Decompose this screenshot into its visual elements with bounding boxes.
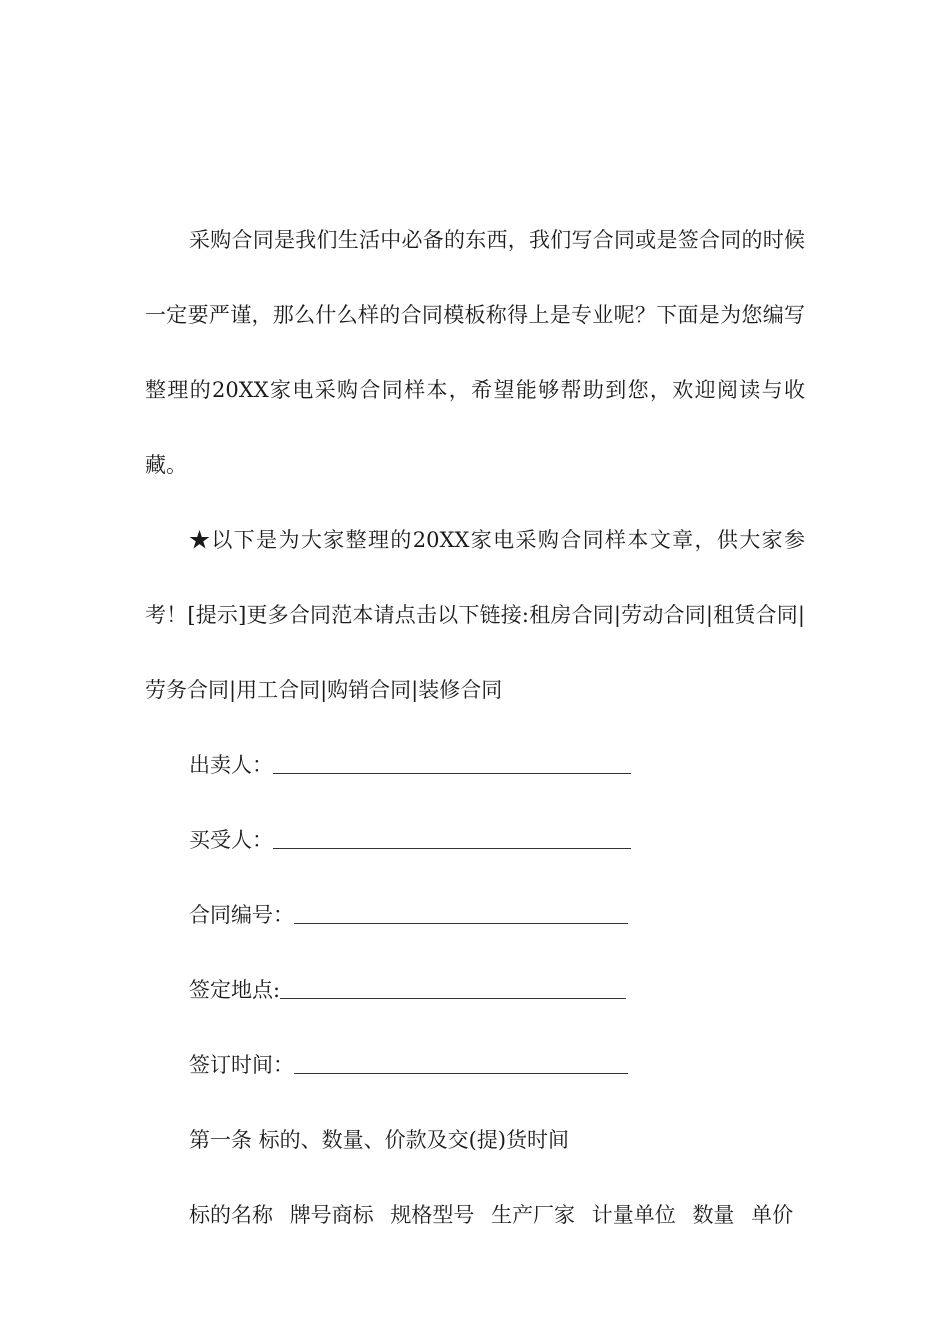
intro-paragraph: 采购合同是我们生活中必备的东西，我们写合同或是签合同的时候一定要严谨，那么什么样的合同模板称得上是专业呢？下面是为您编写整理的20XX家电采购合同样本，希望能够帮助到您，欢迎阅读与收藏。 [145, 228, 805, 477]
table-header-cell: 规格型号 [390, 1203, 475, 1227]
buyer-label: 买受人： [189, 828, 273, 852]
seller-field [145, 728, 805, 803]
table-header-cell: 牌号商标 [289, 1203, 374, 1227]
table-header-cell: 数量 [692, 1203, 735, 1227]
place-label: 签定地点: [189, 978, 281, 1002]
contract-no-field [145, 878, 805, 953]
table-header-row [145, 1178, 805, 1253]
time-field [145, 1028, 805, 1103]
seller-blank-line[interactable] [273, 755, 631, 774]
buyer-blank-line[interactable] [273, 830, 631, 849]
time-blank-line[interactable] [294, 1055, 628, 1074]
place-blank-line[interactable] [280, 980, 626, 999]
table-header-cell: 生产厂家 [491, 1203, 576, 1227]
time-label: 签订时间： [189, 1053, 294, 1077]
table-header-cell: 标的名称 [189, 1203, 273, 1227]
place-field [145, 953, 805, 1028]
article-1-title: 第一条 标的、数量、价款及交(提)货时间 [189, 1128, 570, 1152]
table-header-cell: 单价 [751, 1203, 794, 1227]
contract-no-blank-line[interactable] [294, 905, 628, 924]
note-paragraph: ★以下是为大家整理的20XX家电采购合同样本文章，供大家参考！[提示]更多合同范本请点击以下链接:租房合同|劳动合同|租赁合同|劳务合同|用工合同|购销合同|装修合同 [145, 528, 805, 702]
table-header-cell: 计量单位 [591, 1203, 676, 1227]
seller-label: 出卖人： [189, 753, 273, 777]
document-page [145, 203, 805, 1253]
buyer-field [145, 803, 805, 878]
contract-no-label: 合同编号： [189, 903, 294, 927]
